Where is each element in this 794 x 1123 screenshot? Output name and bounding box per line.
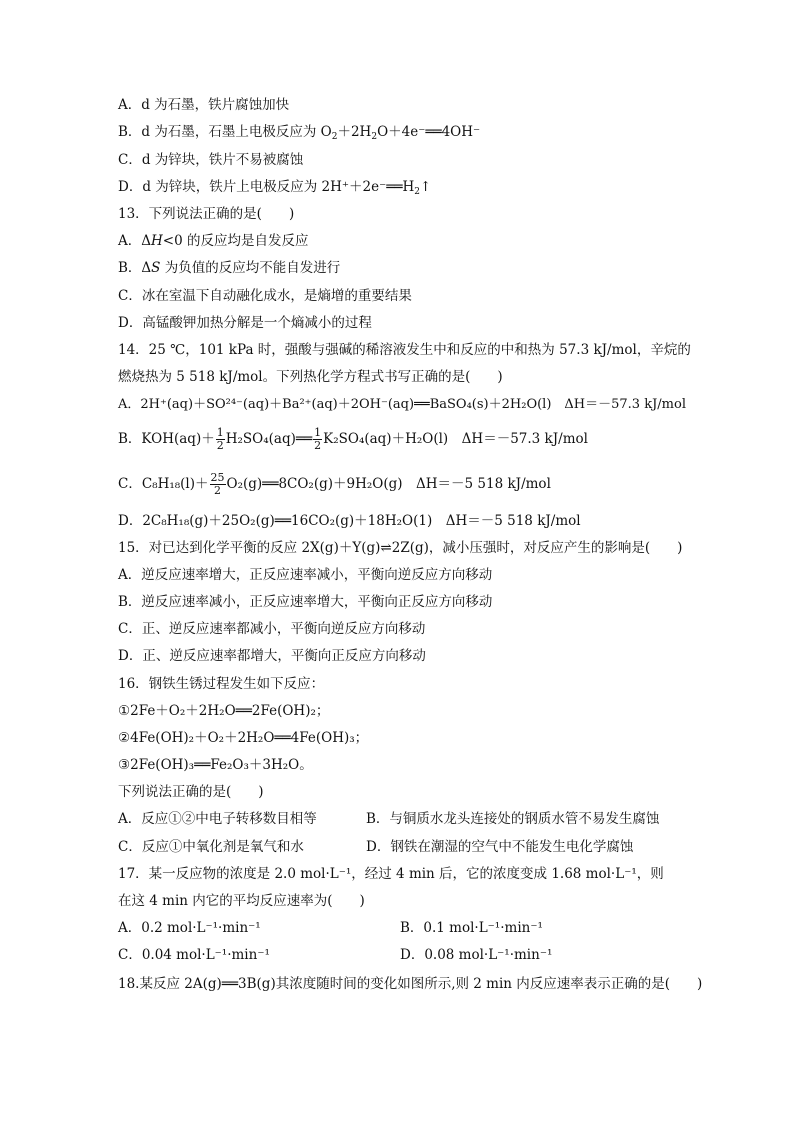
q13-option-c: C．冰在室温下自动融化成水，是熵增的重要结果 bbox=[118, 288, 412, 304]
q14-option-b bbox=[118, 424, 588, 454]
q17-option-c: C．0.04 mol·L⁻¹·min⁻¹ bbox=[118, 947, 270, 963]
q13-b-post: 为负值的反应均不能自发进行 bbox=[160, 260, 341, 276]
q16-option-b: B．与铜质水龙头连接处的钢质水管不易发生腐蚀 bbox=[366, 811, 660, 827]
q14-b-mid2: K₂SO₄(aq)＋H₂O(l) ΔH＝－57.3 kJ/mol bbox=[323, 431, 588, 447]
q13-option-b bbox=[118, 259, 340, 277]
q13-b-pre: B．Δ bbox=[118, 260, 152, 276]
q14-c-post: O₂(g)══8CO₂(g)＋9H₂O(g) ΔH＝－5 518 kJ/mol bbox=[226, 476, 551, 492]
q12-d-pre: D．d 为锌块，铁片上电极反应为 2H⁺＋2e⁻══H bbox=[118, 179, 415, 195]
q12-option-c: C．d 为锌块，铁片不易被腐蚀 bbox=[118, 152, 304, 168]
q14-b-fraction-2: $\frac{1}{2}$ bbox=[314, 426, 322, 452]
q14-stem-line1: 14．25 ℃，101 kPa 时，强酸与强碱的稀溶液发生中和反应的中和热为 57.3 kJ/mol，辛烷的 bbox=[118, 342, 691, 358]
q16-option-d: D．钢铁在潮湿的空气中不能发生电化学腐蚀 bbox=[366, 839, 634, 855]
q16-reaction-3: ③2Fe(OH)₃══Fe₂O₃＋3H₂O。 bbox=[118, 757, 313, 773]
q13-option-d: D．高锰酸钾加热分解是一个熵减小的过程 bbox=[118, 315, 372, 331]
q13-b-var: S bbox=[151, 260, 161, 276]
q15-option-c: C．正、逆反应速率都减小，平衡向逆反应方向移动 bbox=[118, 621, 426, 637]
q18-stem: 18.某反应 2A(g)══3B(g)其浓度随时间的变化如图所示,则 2 min 内反应速率表示正确的是( ) bbox=[118, 976, 703, 992]
q14-option-c bbox=[118, 469, 551, 499]
q12-option-a: A．d 为石墨，铁片腐蚀加快 bbox=[118, 97, 290, 113]
q16-stem: 16．钢铁生锈过程发生如下反应： bbox=[118, 676, 325, 692]
q13-option-a bbox=[118, 232, 308, 250]
q15-option-a: A．逆反应速率增大，正反应速率减小，平衡向逆反应方向移动 bbox=[118, 567, 493, 583]
q12-b-mid: ＋2H bbox=[337, 124, 372, 140]
q14-stem-line2: 燃烧热为 5 518 kJ/mol。下列热化学方程式书写正确的是( ) bbox=[118, 369, 503, 385]
q14-c-pre: C．C₈H₁₈(l)＋ bbox=[118, 476, 209, 492]
q13-a-var: H bbox=[151, 233, 163, 249]
q13-a-post: <0 的反应均是自发反应 bbox=[162, 233, 309, 249]
q17-option-d: D．0.08 mol·L⁻¹·min⁻¹ bbox=[400, 947, 553, 963]
q14-option-d: D．2C₈H₁₈(g)＋25O₂(g)══16CO₂(g)＋18H₂O(1) ΔH＝－5 518 kJ/mol bbox=[118, 513, 581, 529]
q15-stem: 15．对已达到化学平衡的反应 2X(g)＋Y(g)⇌2Z(g)，减小压强时，对反应产生的影响是( ) bbox=[118, 540, 683, 556]
q16-reaction-2: ②4Fe(OH)₂＋O₂＋2H₂O══4Fe(OH)₃； bbox=[118, 730, 369, 746]
q15-option-b: B．逆反应速率减小，正反应速率增大，平衡向正反应方向移动 bbox=[118, 594, 493, 610]
q14-b-pre: B．KOH(aq)＋ bbox=[118, 431, 215, 447]
q13-a-pre: A．Δ bbox=[118, 233, 151, 249]
q14-option-a: A．2H⁺(aq)＋SO²⁴⁻(aq)＋Ba²⁺(aq)＋2OH⁻(aq)══BaSO₄(s)＋2H₂O(l) ΔH＝－57.3 kJ/mol bbox=[118, 397, 686, 412]
q12-b-pre: B．d 为石墨，石墨上电极反应为 O bbox=[118, 124, 332, 140]
q16-reaction-1: ①2Fe＋O₂＋2H₂O══2Fe(OH)₂； bbox=[118, 703, 330, 719]
q15-option-d: D．正、逆反应速率都增大，平衡向正反应方向移动 bbox=[118, 648, 426, 664]
q12-d-post: ↑ bbox=[420, 179, 432, 195]
q14-c-fraction: $\frac{25}{2}$ bbox=[210, 471, 225, 497]
q14-b-fraction-1: $\frac{1}{2}$ bbox=[216, 426, 224, 452]
q17-option-a: A．0.2 mol·L⁻¹·min⁻¹ bbox=[118, 920, 261, 936]
q14-b-mid1: H₂SO₄(aq)══ bbox=[225, 431, 313, 447]
q16-ask: 下列说法正确的是( ) bbox=[118, 784, 264, 800]
q13-stem: 13．下列说法正确的是( ) bbox=[118, 206, 295, 222]
q12-b-post: O＋4e⁻══4OH⁻ bbox=[377, 124, 481, 140]
q16-option-a: A．反应①②中电子转移数目相等 bbox=[118, 811, 317, 827]
q12-option-b: B．d 为石墨，石墨上电极反应为 $O_2+2H_2O+4e^-══4OH^-$ bbox=[118, 124, 481, 142]
q17-stem-line2: 在这 4 min 内它的平均反应速率为( ) bbox=[118, 893, 365, 909]
q12-option-d: D．d 为锌块，铁片上电极反应为 $2H^++2e^-══H_2↑$ bbox=[118, 179, 432, 197]
q17-stem-line1: 17．某一反应物的浓度是 2.0 mol·L⁻¹，经过 4 min 后，它的浓度变成 1.68 mol·L⁻¹，则 bbox=[118, 866, 664, 882]
q16-option-c: C．反应①中氧化剂是氧气和水 bbox=[118, 839, 304, 855]
q17-option-b: B．0.1 mol·L⁻¹·min⁻¹ bbox=[400, 920, 543, 936]
